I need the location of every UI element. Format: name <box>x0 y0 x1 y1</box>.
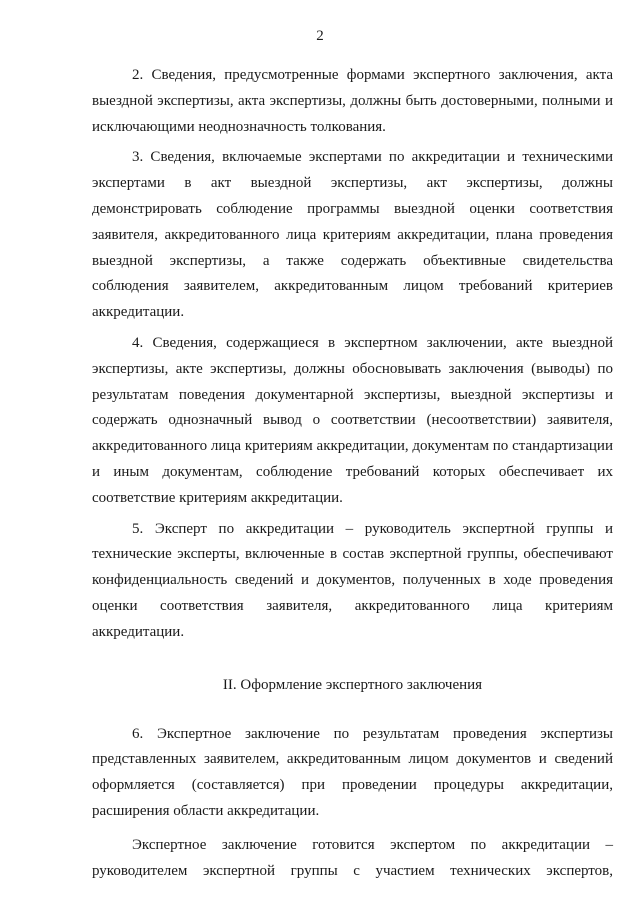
paragraph-6: 6. Экспертное заключение по результатам проведения экспертизы представленных заявителем, аккредитованным лицом документов и сведений оформляется (составляется) при проведении процедуры аккредитации, расширения области аккредитации. <box>92 725 613 819</box>
paragraph-4: 4. Сведения, содержащиеся в экспертном заключении, акте выездной экспертизы, акте экспертизы, должны обосновывать заключения (выводы) по результатам поведения документарной экспертизы, выездной экспертизы и содержать однозначный вывод о соответствии (несоответствии) заявителя, аккредитованного лица критериям аккредитации, документам по стандартизации и иным документам, соблюдение требований которых обеспечивает их соответствие критериям аккредитации. <box>92 334 613 506</box>
section-heading: II. Оформление экспертного заключения <box>222 676 483 693</box>
paragraph-3: 3. Сведения, включаемые экспертами по аккредитации и техническими экспертами в акт выездной экспертизы, акт экспертизы, должны демонстрировать соблюдение программы выездной оценки соответствия заявителя, аккредитованного лица критериям аккредитации, плана проведения выездной экспертизы, а также содержать объективные свидетельства соблюдения заявителем, аккредитованным лицом требований критериев аккредитации. <box>92 149 613 321</box>
paragraph-7: Экспертное заключение готовится экспертом по аккредитации – руководителем экспертной группы с участием технических экспертов, <box>92 836 613 879</box>
page-number: 2 <box>316 28 324 44</box>
paragraph-5: 5. Эксперт по аккредитации – руководитель экспертной группы и технические эксперты, включенные в состав экспертной группы, обеспечивают конфиденциальность сведений и документов, полученных в ходе проведения оценки соответствия заявителя, аккредитованного лица критериям аккредитации. <box>92 520 613 640</box>
document-body <box>92 63 613 884</box>
paragraph-2: 2. Сведения, предусмотренные формами экспертного заключения, акта выездной экспертизы, акта экспертизы, должны быть достоверными, полными и исключающими неоднозначность толкования. <box>92 67 613 135</box>
